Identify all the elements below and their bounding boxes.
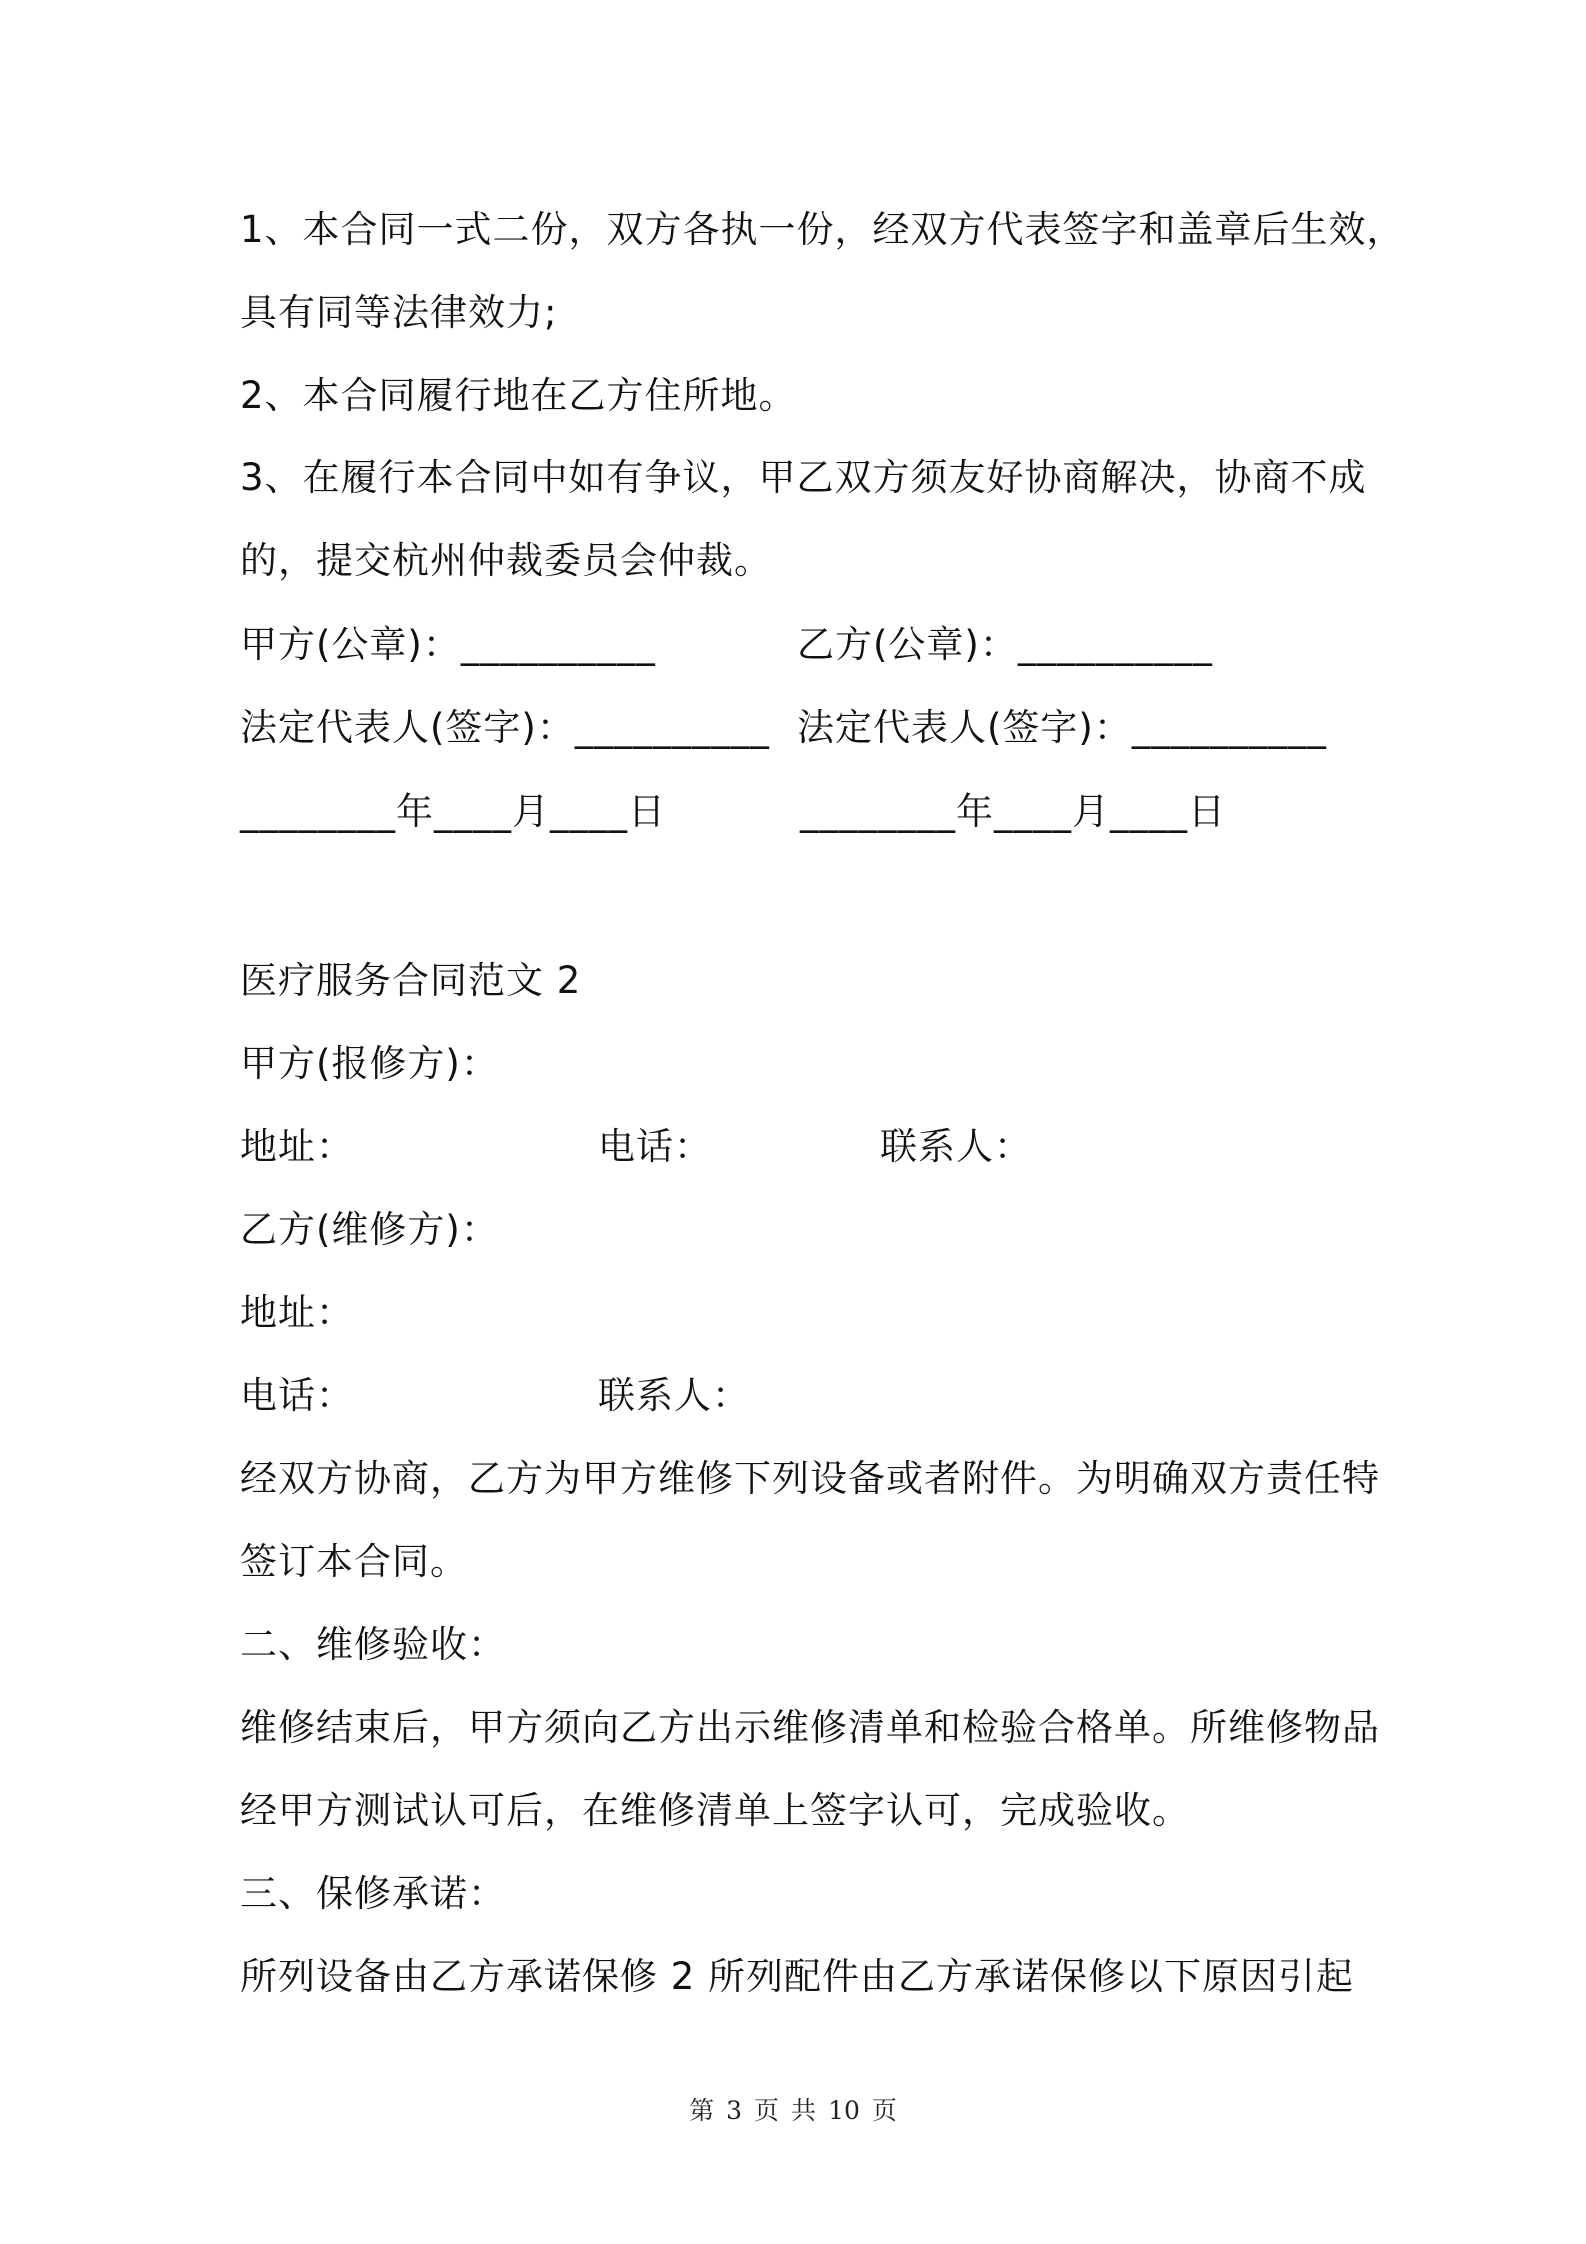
clause-2: 2、本合同履行地在乙方住所地。 bbox=[240, 374, 797, 417]
footer-word-gong: 共 bbox=[791, 2096, 817, 2125]
section-2-line-1: 维修结束后，甲方须向乙方出示维修清单和检验合格单。所维修物品 bbox=[240, 1706, 1380, 1749]
footer-page-number: 3 bbox=[726, 2096, 743, 2125]
footer-word-ye: 页 bbox=[754, 2096, 780, 2125]
section-2-heading: 二、维修验收： bbox=[240, 1623, 506, 1666]
clause-3-line-1: 3、在履行本合同中如有争议，甲乙双方须友好协商解决，协商不成 bbox=[240, 456, 1367, 499]
party-a-contact-label: 联系人： bbox=[880, 1125, 1032, 1168]
party-b-label: 乙方(维修方)： bbox=[240, 1208, 499, 1251]
section-3-heading: 三、保修承诺： bbox=[240, 1872, 506, 1915]
party-b-representative-field: 法定代表人(签字)：__________ bbox=[797, 706, 1327, 749]
clause-1-line-2: 具有同等法律效力; bbox=[240, 291, 558, 334]
party-a-phone-label: 电话： bbox=[598, 1125, 712, 1168]
contract-2-title: 医疗服务合同范文 2 bbox=[240, 959, 582, 1002]
footer-word-ye-2: 页 bbox=[871, 2096, 897, 2125]
party-b-date-field: ________年____月____日 bbox=[800, 790, 1226, 833]
section-3-line-1: 所列设备由乙方承诺保修 2 所列配件由乙方承诺保修以下原因引起 bbox=[240, 1955, 1355, 1998]
party-a-seal-field: 甲方(公章)：__________ bbox=[240, 623, 656, 666]
intro-line-2: 签订本合同。 bbox=[240, 1540, 468, 1583]
party-b-address-label: 地址： bbox=[240, 1291, 354, 1334]
footer-total-pages: 10 bbox=[828, 2096, 860, 2125]
party-a-address-label: 地址： bbox=[240, 1125, 354, 1168]
party-a-representative-field: 法定代表人(签字)：__________ bbox=[240, 706, 770, 749]
footer-word-di: 第 bbox=[689, 2096, 715, 2125]
party-b-seal-field: 乙方(公章)：__________ bbox=[797, 623, 1213, 666]
page-footer bbox=[0, 2096, 1586, 2126]
clause-1-line-1: 1、本合同一式二份，双方各执一份，经双方代表签字和盖章后生效， bbox=[240, 208, 1405, 251]
party-b-contact-label: 联系人： bbox=[598, 1374, 750, 1417]
party-a-date-field: ________年____月____日 bbox=[240, 790, 666, 833]
section-2-line-2: 经甲方测试认可后，在维修清单上签字认可，完成验收。 bbox=[240, 1789, 1190, 1832]
intro-line-1: 经双方协商，乙方为甲方维修下列设备或者附件。为明确双方责任特 bbox=[240, 1457, 1380, 1500]
party-a-label: 甲方(报修方)： bbox=[240, 1042, 499, 1085]
party-b-phone-label: 电话： bbox=[240, 1374, 354, 1417]
clause-3-line-2: 的，提交杭州仲裁委员会仲裁。 bbox=[240, 539, 772, 582]
